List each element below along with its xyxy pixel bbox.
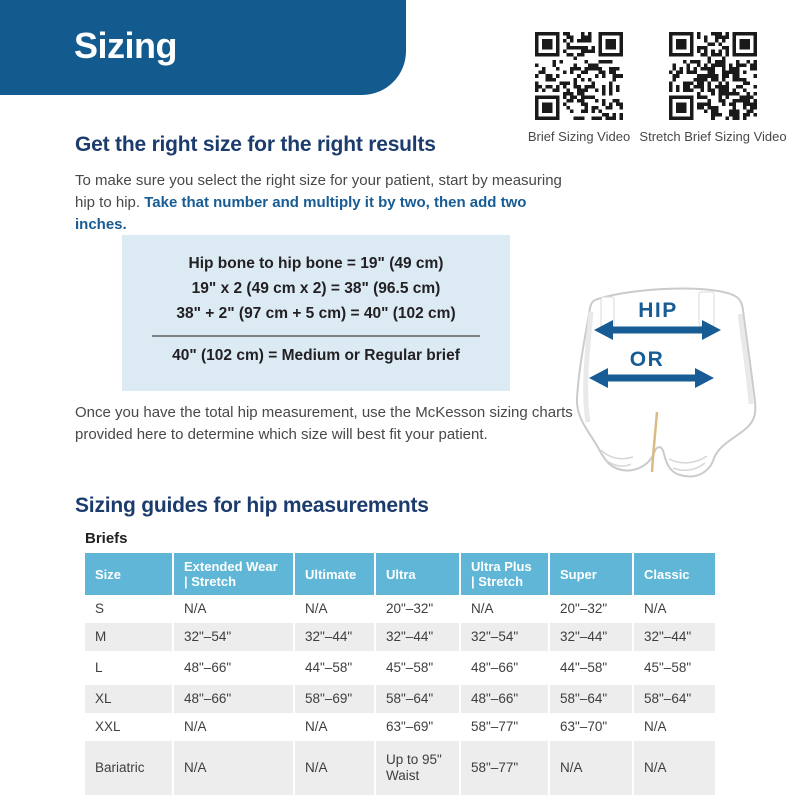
range-cell: 58"–69" — [295, 685, 376, 713]
table-row-m — [85, 623, 715, 651]
intro-paragraph — [75, 170, 563, 236]
calc-result-size-1: Medium — [281, 347, 341, 364]
calc-line-1: Hip bone to hip bone = 19" (49 cm) — [188, 255, 444, 272]
range-cell: N/A — [461, 595, 550, 623]
range-cell: Up to 95" Waist — [376, 741, 461, 795]
range-cell: N/A — [634, 595, 715, 623]
page-title: Sizing — [74, 25, 177, 66]
column-header: Ultra Plus | Stretch — [461, 553, 550, 595]
range-cell: 32"–54" — [174, 623, 295, 651]
range-cell: 20"–32" — [550, 595, 634, 623]
table-row-bariatric — [85, 741, 715, 795]
column-header: Super — [550, 553, 634, 595]
after-box-paragraph: Once you have the total hip measurement, use the McKesson sizing charts provided here to determine which size will best fit your patient. — [75, 404, 573, 443]
range-cell: 44"–58" — [550, 651, 634, 685]
calc-result — [122, 347, 510, 365]
table-row-l — [85, 651, 715, 685]
column-header: Extended Wear | Stretch — [174, 553, 295, 595]
intro-text-emphasis: Take that number and multiply it by two, then add two inches. — [75, 194, 527, 233]
range-cell: 63"–69" — [376, 713, 461, 741]
size-cell: M — [85, 623, 174, 651]
briefs-sizing-table — [85, 553, 715, 795]
range-cell: 58"–64" — [634, 685, 715, 713]
calc-result-suffix: brief — [421, 347, 460, 364]
calc-result-size-2: Regular — [364, 347, 422, 364]
or-label: OR — [629, 348, 665, 371]
column-header: Size — [85, 553, 174, 595]
range-cell: 45"–58" — [634, 651, 715, 685]
range-cell: N/A — [295, 713, 376, 741]
qr-code-stretch-brief-sizing-video — [669, 32, 757, 120]
range-cell: N/A — [634, 713, 715, 741]
range-cell: 58"–77" — [461, 741, 550, 795]
measurement-example-box — [122, 235, 510, 391]
table-row-xl — [85, 685, 715, 713]
intro-text-plain: To make sure you select the right size for your patient, start by measuring hip to hip. — [75, 172, 562, 211]
range-cell: 58"–64" — [550, 685, 634, 713]
range-cell: N/A — [174, 713, 295, 741]
range-cell: 58"–64" — [376, 685, 461, 713]
range-cell: 48"–66" — [174, 651, 295, 685]
range-cell: 48"–66" — [461, 685, 550, 713]
calc-line-2: 19" x 2 (49 cm x 2) = 38" (96.5 cm) — [191, 280, 441, 297]
range-cell: 32"–44" — [550, 623, 634, 651]
range-cell: N/A — [295, 741, 376, 795]
qr-label-brief-sizing: Brief Sizing Video — [527, 129, 631, 144]
range-cell: 48"–66" — [174, 685, 295, 713]
qr-code-brief-sizing-video — [535, 32, 623, 120]
range-cell: 32"–54" — [461, 623, 550, 651]
range-cell: 44"–58" — [295, 651, 376, 685]
calc-result-prefix: 40" (102 cm) = — [172, 347, 282, 364]
range-cell: 63"–70" — [550, 713, 634, 741]
column-header: Classic — [634, 553, 715, 595]
range-cell: 48"–66" — [461, 651, 550, 685]
range-cell: 20"–32" — [376, 595, 461, 623]
table-header-row — [85, 553, 715, 595]
range-cell: 32"–44" — [295, 623, 376, 651]
column-header: Ultimate — [295, 553, 376, 595]
range-cell: N/A — [634, 741, 715, 795]
qr-label-stretch-brief-sizing: Stretch Brief Sizing Video — [639, 129, 787, 144]
range-cell: N/A — [174, 595, 295, 623]
range-cell: N/A — [550, 741, 634, 795]
divider-line — [152, 335, 480, 337]
table-row-xxl — [85, 713, 715, 741]
size-cell: S — [85, 595, 174, 623]
size-cell: XL — [85, 685, 174, 713]
size-cell: Bariatric — [85, 741, 174, 795]
section-heading-sizing-guides: Sizing guides for hip measurements — [75, 494, 429, 517]
column-header: Ultra — [376, 553, 461, 595]
range-cell: 45"–58" — [376, 651, 461, 685]
calc-line-3: 38" + 2" (97 cm + 5 cm) = 40" (102 cm) — [176, 305, 456, 322]
table-row-s — [85, 595, 715, 623]
range-cell: 32"–44" — [376, 623, 461, 651]
hip-label: HIP — [638, 299, 678, 322]
range-cell: 32"–44" — [634, 623, 715, 651]
section-heading-right-size: Get the right size for the right results — [75, 133, 436, 156]
table-label-briefs: Briefs — [85, 530, 128, 547]
range-cell: N/A — [295, 595, 376, 623]
brief-illustration — [561, 270, 763, 488]
range-cell: N/A — [174, 741, 295, 795]
size-cell: L — [85, 651, 174, 685]
range-cell: 58"–77" — [461, 713, 550, 741]
calc-result-or: or — [340, 347, 365, 364]
size-cell: XXL — [85, 713, 174, 741]
brief-tab-right — [699, 292, 714, 326]
banner — [0, 0, 406, 95]
